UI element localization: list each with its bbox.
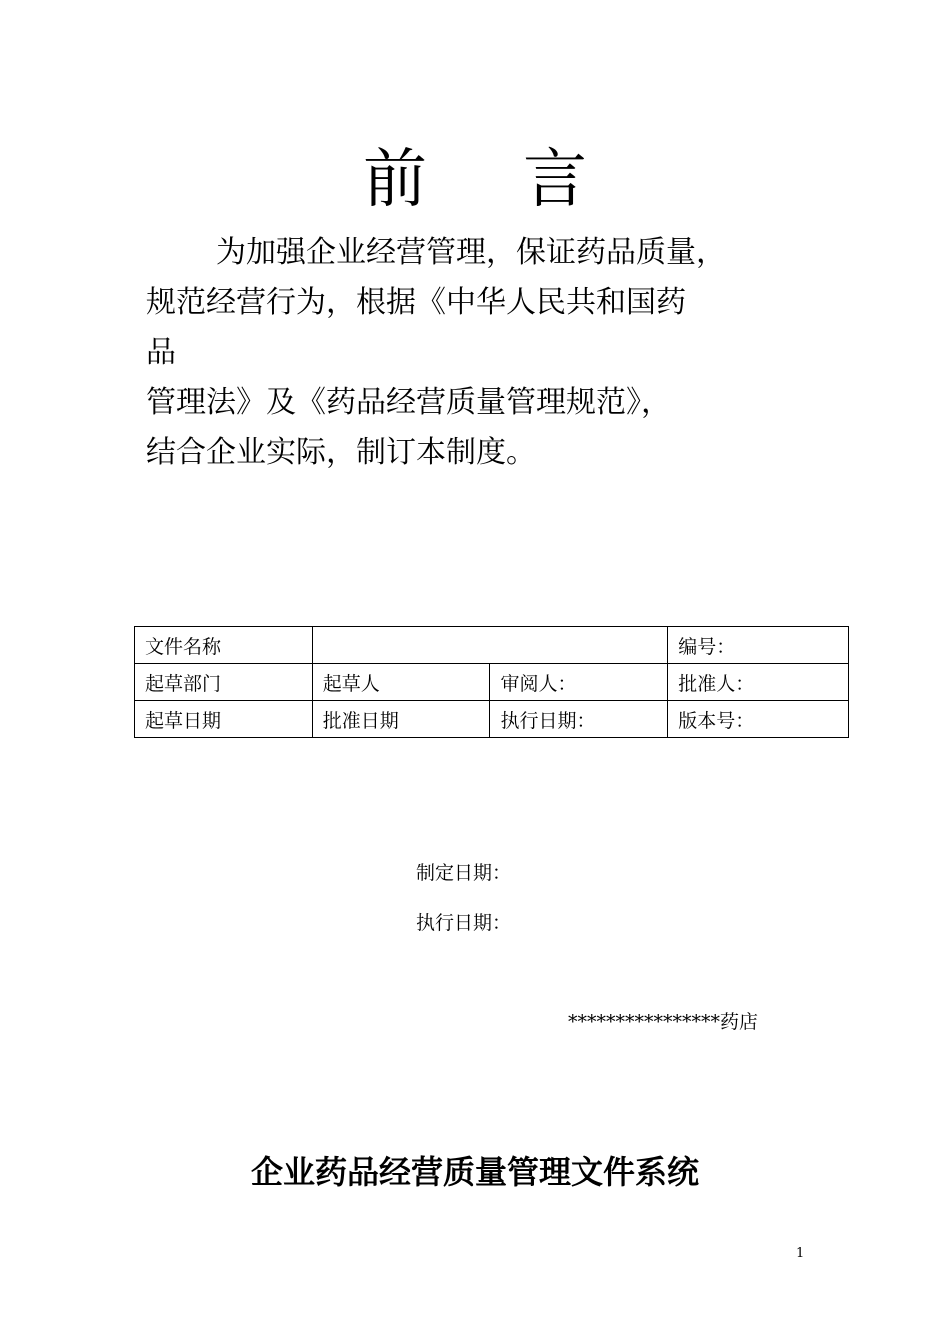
preface-line-2: 规范经营行为，根据《中华人民共和国药: [146, 285, 686, 320]
table-row: [135, 627, 849, 664]
preface-line-1: 为加强企业经营管理，保证药品质量，: [216, 235, 726, 270]
title-char-2: 言: [523, 143, 587, 217]
table-cell: 批准人：: [668, 664, 849, 701]
table-cell: 版本号：: [668, 701, 849, 738]
page-title: [0, 140, 950, 220]
table-row: [135, 664, 849, 701]
table-cell: 执行日期：: [490, 701, 668, 738]
system-title: 企业药品经营质量管理文件系统: [250, 1153, 699, 1191]
preface-line-5: 结合企业实际，制订本制度。: [146, 435, 536, 470]
table-cell: [312, 627, 667, 664]
document-info-table: [134, 626, 849, 738]
executed-date-label: 执行日期：: [416, 912, 512, 934]
table-cell: 起草日期: [135, 701, 313, 738]
table-cell: 起草部门: [135, 664, 313, 701]
store-name: ****************药店: [568, 1011, 759, 1033]
table-row: [135, 701, 849, 738]
table-cell: 起草人: [312, 664, 490, 701]
page-number: 1: [796, 1246, 805, 1261]
table-cell: 批准日期: [312, 701, 490, 738]
title-char-1: 前: [363, 143, 427, 217]
preface-line-4: 管理法》及《药品经营质量管理规范》，: [146, 385, 671, 420]
table-cell: 文件名称: [135, 627, 313, 664]
preface-line-3: 品: [146, 335, 176, 370]
table-cell: 审阅人：: [490, 664, 668, 701]
formulated-date-label: 制定日期：: [416, 862, 512, 884]
table-cell: 编号：: [668, 627, 849, 664]
